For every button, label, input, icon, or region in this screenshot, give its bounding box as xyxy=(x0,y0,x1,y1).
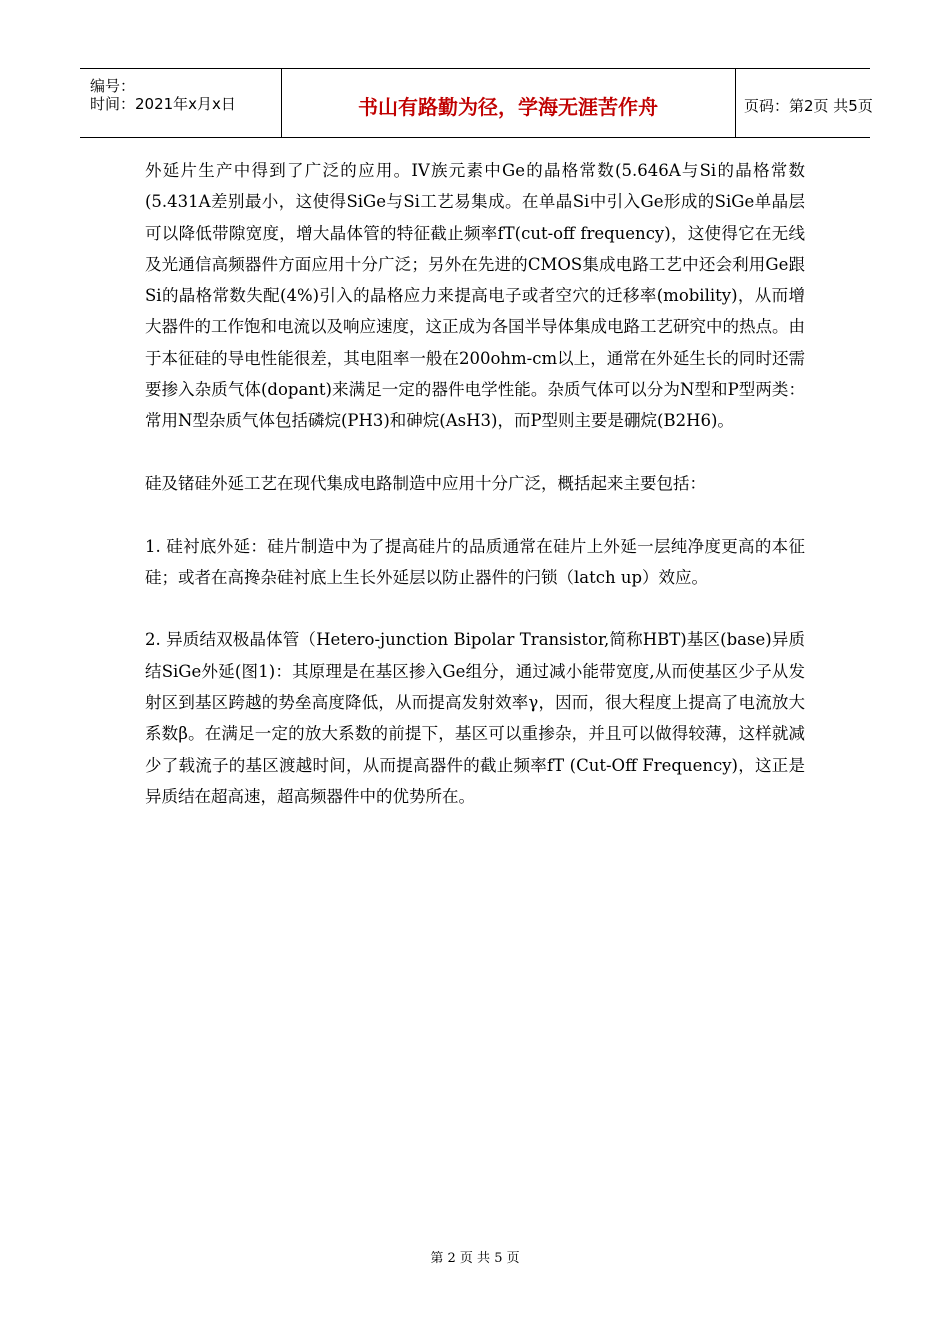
page-header xyxy=(80,68,873,138)
header-meta-cell xyxy=(80,69,282,137)
paragraph-gap xyxy=(145,593,805,624)
document-time-label: 时间：2021年x月x日 xyxy=(90,95,236,113)
header-page-number: 页码：第2页 共5页 xyxy=(744,97,873,115)
header-motto-cell xyxy=(281,69,736,137)
paragraph-summary-intro: 硅及锗硅外延工艺在现代集成电路制造中应用十分广泛，概括起来主要包括： xyxy=(145,473,706,493)
paragraph-gap xyxy=(145,437,805,468)
header-motto: 书山有路勤为径，学海无涯苦作舟 xyxy=(358,95,658,119)
paragraph-gap xyxy=(145,499,805,530)
document-body xyxy=(145,155,805,812)
document-code-label: 编号： xyxy=(90,77,136,95)
paragraph-sige-application: 外延片生产中得到了广泛的应用。IV族元素中Ge的晶格常数(5.646A与Si的晶格常数(5.431A差别最小，这使得SiGe与Si工艺易集成。在单晶Si中引入Ge形成的SiGe单晶层可以降低带隙宽度，增大晶体管的特征截止频率fT(cut-off frequency)，这使得它在无线及光通信高频器件方面应用十分广泛；另外在先进的CMOS集成电路工艺中还会利用Ge跟Si的晶格常数失配(4%)引入的晶格应力来提高电子或者空穴的迁移率(mobility)，从而增大器件的工作饱和电流以及响应速度，这正成为各国半导体集成电路工艺研究中的热点。由于本征硅的导电性能很差，其电阻率一般在200ohm-cm以上，通常在外延生长的同时还需要掺入杂质气体(dopant)来满足一定的器件电学性能。杂质气体可以分为N型和P型两类：常用N型杂质气体包括磷烷(PH3)和砷烷(AsH3)，而P型则主要是硼烷(B2H6)。 xyxy=(145,161,805,431)
paragraph-item-1: 1. 硅衬底外延：硅片制造中为了提高硅片的品质通常在硅片上外延一层纯净度更高的本征硅；或者在高搀杂硅衬底上生长外延层以防止器件的闩锁（latch up）效应。 xyxy=(145,536,805,587)
page-footer: 第 2 页 共 5 页 xyxy=(430,1251,520,1266)
header-page-cell xyxy=(736,69,873,137)
paragraph-item-2: 2. 异质结双极晶体管（Hetero-junction Bipolar Transistor,简称HBT)基区(base)异质结SiGe外延(图1)：其原理是在基区掺入Ge组分，通过减小能带宽度,从而使基区少子从发射区到基区跨越的势垒高度降低，从而提高发射效率γ，因而，很大程度上提高了电流放大系数β。在满足一定的放大系数的前提下，基区可以重掺杂，并且可以做得较薄，这样就减少了载流子的基区渡越时间，从而提高器件的截止频率fT (Cut-Off Frequency)，这正是异质结在超高速，超高频器件中的优势所在。 xyxy=(145,630,805,806)
